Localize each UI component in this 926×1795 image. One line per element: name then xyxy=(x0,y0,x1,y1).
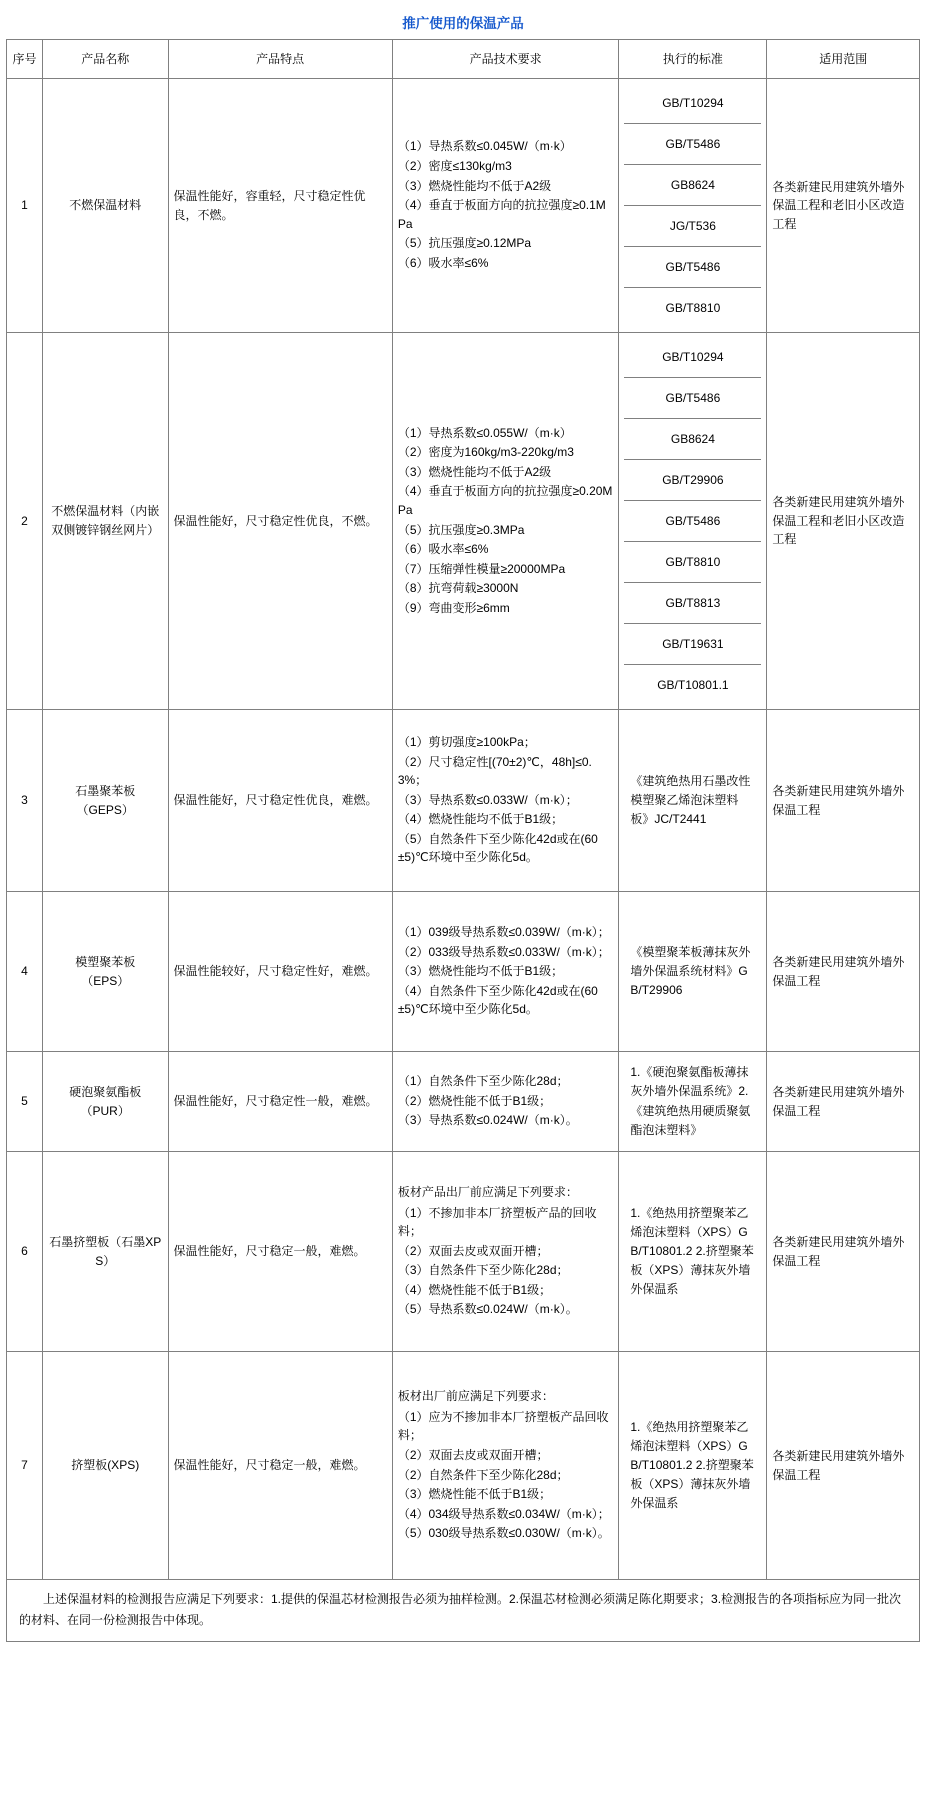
row-product-name: 不燃保温材料（内嵌双侧镀锌钢丝网片） xyxy=(42,333,168,710)
tech-list xyxy=(398,1072,614,1130)
tech-item: （6）吸水率≤6% xyxy=(397,255,489,270)
tech-item: （2）尺寸稳定性[(70±2)℃，48h]≤0.3%； xyxy=(397,754,592,788)
tech-item: （5）抗压强度≥0.12MPa xyxy=(397,236,532,251)
row-scope: 各类新建民用建筑外墙外保温工程 xyxy=(767,710,920,892)
tech-item: （2）密度为160kg/m3-220kg/m3 xyxy=(397,445,574,460)
standard-item: JG/T536 xyxy=(624,206,761,247)
standard-item: GB8624 xyxy=(624,419,761,460)
row-tech-requirements xyxy=(392,1152,619,1352)
standard-item: GB/T29906 xyxy=(624,460,761,501)
tech-item: （1）应为不掺加非本厂挤塑板产品回收料； xyxy=(397,1409,609,1443)
tech-lead-text: 板材出厂前应满足下列要求： xyxy=(397,1389,554,1404)
row-tech-requirements xyxy=(392,333,619,710)
row-features: 保温性能好，尺寸稳定一般，难燃。 xyxy=(168,1152,392,1352)
row-scope: 各类新建民用建筑外墙外保温工程和老旧小区改造工程 xyxy=(767,333,920,710)
row-standards xyxy=(619,333,767,710)
row-tech-requirements xyxy=(392,1352,619,1580)
tech-list xyxy=(398,1408,614,1543)
header-technical-requirements: 产品技术要求 xyxy=(392,40,619,79)
tech-item: （7）压缩弹性模量≥20000MPa xyxy=(397,561,566,576)
product-name-main: 模塑聚苯板 xyxy=(75,954,136,969)
tech-item: （1）039级导热系数≤0.039W/（m·k）； xyxy=(397,925,610,940)
standard-item: GB/T5486 xyxy=(624,501,761,542)
row-features: 保温性能好，尺寸稳定一般，难燃。 xyxy=(168,1352,392,1580)
standard-item: GB/T8810 xyxy=(665,300,721,315)
standard-item: GB/T8813 xyxy=(624,583,761,624)
tech-item: （1）导热系数≤0.045W/（m·k） xyxy=(397,139,572,154)
row-no: 5 xyxy=(7,1052,43,1152)
row-features: 保温性能好，尺寸稳定性优良，难燃。 xyxy=(168,710,392,892)
tech-item: （4）自然条件下至少陈化42d或在(60±5)℃环境中至少陈化5d。 xyxy=(397,983,598,1017)
row-standards xyxy=(619,710,767,892)
tech-item: （5）自然条件下至少陈化42d或在(60±5)℃环境中至少陈化5d。 xyxy=(397,831,598,865)
row-tech-requirements xyxy=(392,710,619,892)
tech-item: （6）吸水率≤6% xyxy=(397,542,489,557)
header-scope: 适用范围 xyxy=(767,40,920,79)
tech-item: （8）抗弯荷载≥3000N xyxy=(397,581,519,596)
tech-lead-text: 板材产品出厂前应满足下列要求： xyxy=(397,1184,578,1199)
product-name-main: 石墨聚苯板 xyxy=(75,783,136,798)
tech-item: （2）双面去皮或双面开槽； xyxy=(397,1243,549,1258)
header-standards: 执行的标准 xyxy=(619,40,767,79)
standard-item: GB/T19631 xyxy=(624,624,761,665)
table-header xyxy=(7,40,920,79)
table-row xyxy=(7,1152,920,1352)
table-header-row xyxy=(7,40,920,79)
row-standards xyxy=(619,1352,767,1580)
tech-list xyxy=(398,1204,614,1320)
row-product-name xyxy=(42,710,168,892)
tech-item: （2）033级导热系数≤0.033W/（m·k）； xyxy=(397,944,610,959)
standard-item: GB/T5486 xyxy=(624,124,761,165)
table-row xyxy=(7,892,920,1052)
row-standards xyxy=(619,1152,767,1352)
tech-list xyxy=(398,137,614,272)
standard-text: 《建筑绝热用石墨改性模塑聚乙烯泡沫塑料板》JC/T2441 xyxy=(630,773,751,827)
product-name-main: 硬泡聚氨酯板 xyxy=(69,1084,142,1099)
row-scope: 各类新建民用建筑外墙外保温工程 xyxy=(767,1352,920,1580)
row-scope: 各类新建民用建筑外墙外保温工程 xyxy=(767,892,920,1052)
standard-item: GB/T10294 xyxy=(624,83,761,124)
tech-item: （5）030级导热系数≤0.030W/（m·k）。 xyxy=(397,1526,610,1541)
row-no: 6 xyxy=(7,1152,43,1352)
tech-item: （3）燃烧性能均不低于A2级 xyxy=(397,464,552,479)
tech-item: （2）双面去皮或双面开槽； xyxy=(397,1447,549,1462)
tech-item: （1）自然条件下至少陈化28d； xyxy=(397,1074,569,1089)
row-product-name: 挤塑板(XPS) xyxy=(42,1352,168,1580)
standards-stack xyxy=(624,337,761,705)
tech-item: （3）燃烧性能均不低于A2级 xyxy=(397,178,552,193)
product-name-abbr: （PUR） xyxy=(80,1103,130,1118)
row-features: 保温性能较好，尺寸稳定性好，难燃。 xyxy=(168,892,392,1052)
table-row xyxy=(7,333,920,710)
row-features: 保温性能好，容重轻，尺寸稳定性优良，不燃。 xyxy=(168,79,392,333)
tech-item: （3）导热系数≤0.024W/（m·k）。 xyxy=(397,1113,578,1128)
row-no: 3 xyxy=(7,710,43,892)
row-standards xyxy=(619,892,767,1052)
standard-text: 《模塑聚苯板薄抹灰外墙外保温系统材料》GB/T29906 xyxy=(630,944,751,998)
tech-item: （4）燃烧性能不低于B1级； xyxy=(397,1282,552,1297)
standard-text: 1.《绝热用挤塑聚苯乙烯泡沫塑料（XPS）GB/T10801.2 2.挤塑聚苯板（XPS）薄抹灰外墙外保温系 xyxy=(630,1205,754,1297)
row-no: 2 xyxy=(7,333,43,710)
row-scope: 各类新建民用建筑外墙外保温工程 xyxy=(767,1152,920,1352)
table-wrapper xyxy=(6,39,920,1642)
table-row xyxy=(7,79,920,333)
row-tech-requirements xyxy=(392,79,619,333)
tech-item: （3）燃烧性能均不低于B1级； xyxy=(397,964,564,979)
row-no: 7 xyxy=(7,1352,43,1580)
row-product-name xyxy=(42,892,168,1052)
tech-list xyxy=(398,733,614,867)
row-scope: 各类新建民用建筑外墙外保温工程 xyxy=(767,1052,920,1152)
header-product-features: 产品特点 xyxy=(168,40,392,79)
standard-text: 1.《硬泡聚氨酯板薄抹灰外墙外保温系统》2.《建筑绝热用硬质聚氨酯泡沫塑料》 xyxy=(630,1065,751,1137)
tech-item: （3）导热系数≤0.033W/（m·k）； xyxy=(397,792,578,807)
tech-list xyxy=(398,923,614,1019)
insulation-products-table xyxy=(6,39,920,1580)
standard-item: GB/T5486 xyxy=(624,378,761,419)
tech-item: （2）密度≤130kg/m3 xyxy=(397,159,512,174)
standard-item: GB/T10294 xyxy=(624,337,761,378)
table-row xyxy=(7,1052,920,1152)
row-product-name xyxy=(42,1052,168,1152)
tech-item: （4）垂直于板面方向的抗拉强度≥0.20MPa xyxy=(397,484,613,517)
row-tech-requirements xyxy=(392,1052,619,1152)
row-product-name: 石墨挤塑板（石墨XPS） xyxy=(42,1152,168,1352)
row-features: 保温性能好，尺寸稳定性优良，不燃。 xyxy=(168,333,392,710)
product-name-abbr: （GEPS） xyxy=(76,802,134,817)
tech-item: （9）弯曲变形≥6mm xyxy=(397,600,510,615)
tech-item: （4）垂直于板面方向的抗拉强度≥0.1MPa xyxy=(397,198,606,231)
standard-item: GB8624 xyxy=(624,165,761,206)
tech-item: （1）剪切强度≥100kPa； xyxy=(397,734,536,749)
header-no: 序号 xyxy=(7,40,43,79)
standard-text: 1.《绝热用挤塑聚苯乙烯泡沫塑料（XPS）GB/T10801.2 2.挤塑聚苯板（XPS）薄抹灰外墙外保温系 xyxy=(630,1419,754,1511)
tech-item: （5）导热系数≤0.024W/（m·k）。 xyxy=(397,1302,578,1317)
tech-item: （1）导热系数≤0.055W/（m·k） xyxy=(397,425,572,440)
tech-list xyxy=(398,424,614,618)
tech-item: （4）燃烧性能均不低于B1级； xyxy=(397,812,564,827)
table-body xyxy=(7,79,920,1580)
row-no: 1 xyxy=(7,79,43,333)
table-row xyxy=(7,710,920,892)
row-no: 4 xyxy=(7,892,43,1052)
standard-item: GB/T10801.1 xyxy=(657,677,729,692)
footer-note: 上述保温材料的检测报告应满足下列要求：1.提供的保温芯材检测报告必须为抽样检测。2.保温芯材检测必须满足陈化期要求；3.检测报告的各项指标应为同一批次的材料、在同一份检测报告中体现。 xyxy=(6,1580,920,1642)
tech-item: （2）自然条件下至少陈化28d； xyxy=(397,1467,569,1482)
row-scope: 各类新建民用建筑外墙外保温工程和老旧小区改造工程 xyxy=(767,79,920,333)
standard-item: GB/T8810 xyxy=(624,542,761,583)
header-product-name: 产品名称 xyxy=(42,40,168,79)
row-product-name: 不燃保温材料 xyxy=(42,79,168,333)
table-row xyxy=(7,1352,920,1580)
row-standards xyxy=(619,79,767,333)
tech-item: （3）燃烧性能不低于B1级； xyxy=(397,1487,552,1502)
tech-item: （3）自然条件下至少陈化28d； xyxy=(397,1263,569,1278)
page-title: 推广使用的保温产品 xyxy=(402,16,524,31)
product-name-abbr: （EPS） xyxy=(81,973,130,988)
row-features: 保温性能好，尺寸稳定性一般，难燃。 xyxy=(168,1052,392,1152)
row-tech-requirements xyxy=(392,892,619,1052)
tech-item: （4）034级导热系数≤0.034W/（m·k）； xyxy=(397,1506,610,1521)
tech-item: （2）燃烧性能不低于B1级； xyxy=(397,1093,552,1108)
tech-item: （5）抗压强度≥0.3MPa xyxy=(397,522,525,537)
standards-stack xyxy=(624,83,761,328)
tech-item: （1）不掺加非本厂挤塑板产品的回收料； xyxy=(397,1205,597,1239)
standard-item: GB/T5486 xyxy=(624,247,761,288)
row-standards xyxy=(619,1052,767,1152)
